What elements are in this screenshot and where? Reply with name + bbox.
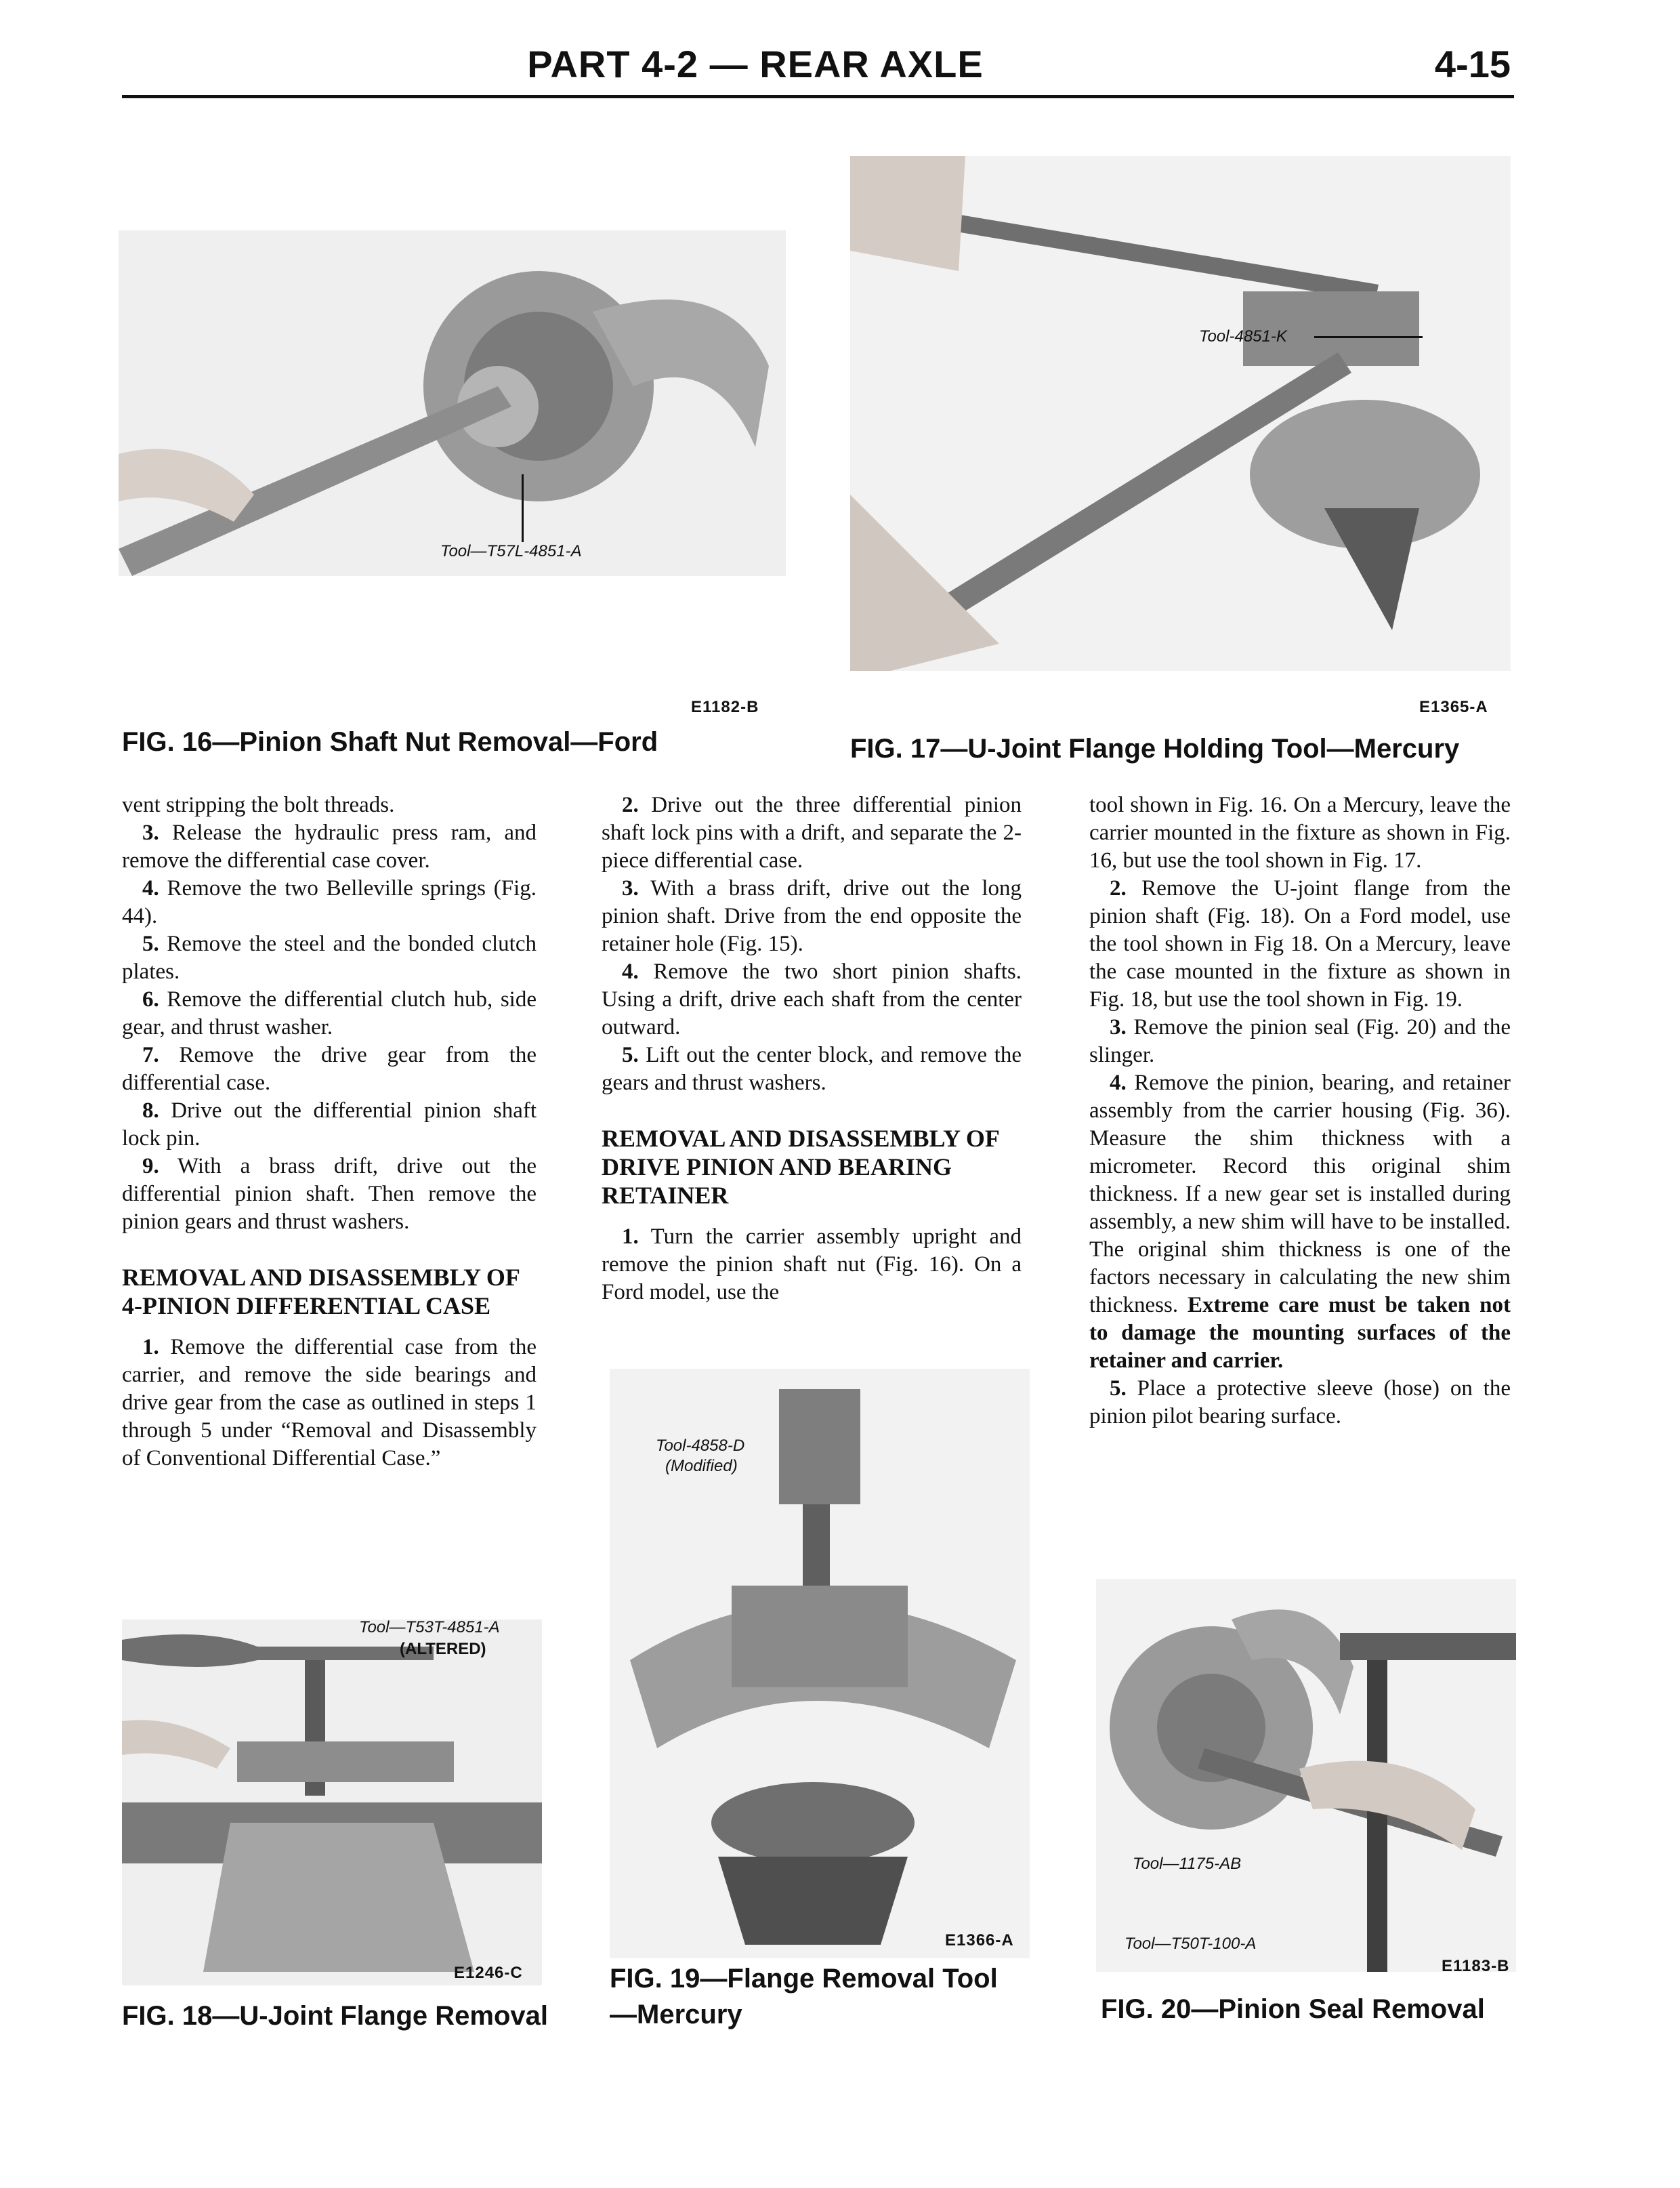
fig17-photo — [850, 156, 1511, 671]
col1-step-7: 7. Remove the drive gear from the differential case. — [122, 1043, 537, 1095]
fig16-code: E1182-B — [691, 698, 759, 716]
page-number: 4-15 — [1434, 43, 1511, 85]
fig18-code: E1246-C — [454, 1964, 523, 1982]
col1-step-9: 9. With a brass drift, drive out the differential pinion shaft. Then remove the pinion gears and thrust washers. — [122, 1154, 537, 1234]
fig16-callout-line — [522, 474, 524, 542]
header-rule — [122, 95, 1514, 98]
fig20-caption: FIG. 20—Pinion Seal Removal — [1101, 1994, 1485, 2024]
fig16-caption: FIG. 16—Pinion Shaft Nut Removal—Ford — [122, 727, 658, 757]
fig17-caption: FIG. 17—U-Joint Flange Holding Tool—Mercury — [850, 734, 1460, 764]
fig18-callout-2: (ALTERED) — [400, 1640, 486, 1658]
fig19-caption-2: —Mercury — [610, 2000, 742, 2029]
col3-step-3: 3. Remove the pinion seal (Fig. 20) and the slinger. — [1089, 1015, 1511, 1067]
fig17-callout: Tool-4851-K — [1199, 327, 1287, 346]
fig19-callout-2: (Modified) — [665, 1457, 738, 1475]
col2-step-3: 3. With a brass drift, drive out the long pinion shaft. Drive from the end opposite the retainer hole (Fig. 15). — [602, 876, 1022, 956]
text-column-3 — [1089, 791, 1511, 1430]
col2-heading-step-1: 1. Turn the carrier assembly upright and remove the pinion shaft nut (Fig. 16). On a Ford model, use the — [602, 1224, 1022, 1304]
col3-paragraph-0: tool shown in Fig. 16. On a Mercury, leave the carrier mounted in the fixture as shown in Fig. 16, but use the tool shown in Fig. 17. — [1089, 793, 1511, 873]
col2-step-4: 4. Remove the two short pinion shafts. Using a drift, drive each shaft from the center outward. — [602, 959, 1022, 1039]
col1-step-5: 5. Remove the steel and the bonded clutch plates. — [122, 932, 537, 984]
col1-step-4: 4. Remove the two Belleville springs (Fig. 44). — [122, 876, 537, 928]
col1-section-heading: REMOVAL AND DISASSEMBLY OF 4-PINION DIFFERENTIAL CASE — [122, 1264, 520, 1319]
fig17-callout-line — [1314, 336, 1423, 338]
col1-paragraph-0: vent stripping the bolt threads. — [122, 793, 395, 817]
fig18-photo — [122, 1619, 542, 1985]
fig19-code: E1366-A — [945, 1931, 1014, 1949]
fig16-callout: Tool—T57L-4851-A — [440, 542, 582, 560]
col1-step-6: 6. Remove the differential clutch hub, side gear, and thrust washer. — [122, 987, 537, 1039]
fig16-photo — [119, 230, 786, 576]
page-header-title: PART 4-2 — REAR AXLE — [527, 43, 984, 85]
col1-heading-step-1: 1. Remove the differential case from the carrier, and remove the side bearings and drive gear from the case as outlined in steps 1 through 5 under “Removal and Disassembly of Conventional Differential Case.” — [122, 1335, 537, 1470]
col3-step-2: 2. Remove the U-joint flange from the pinion shaft (Fig. 18). On a Ford model, use the tool shown in Fig 18. On a Mercury, leave the case mounted in the fixture as shown in Fig. 18, but use the tool shown in Fig. 19. — [1089, 876, 1511, 1012]
fig19-callout-1: Tool-4858-D — [656, 1437, 745, 1455]
fig18-caption: FIG. 18—U-Joint Flange Removal — [122, 2001, 549, 2031]
col2-step-2: 2. Drive out the three differential pinion shaft lock pins with a drift, and separate the 2-piece differential case. — [602, 793, 1022, 873]
fig18-callout-1: Tool—T53T-4851-A — [359, 1618, 500, 1636]
text-column-2 — [602, 791, 1022, 1306]
fig20-callout-1: Tool—1175-AB — [1133, 1855, 1242, 1873]
col2-section-heading: REMOVAL AND DISASSEMBLY OF DRIVE PINION AND BEARING RETAINER — [602, 1125, 999, 1209]
col3-step-4: 4. Remove the pinion, bearing, and retainer assembly from the carrier housing (Fig. 36). Measure the shim thickness with a micrometer. Record this original shim thickness. If a new gear set is installed during assembly, a new shim will have to be installed. The original shim thickness is one of the factors necessary in calculating the new shim thickness. Extreme care must be taken not to damage the mounting surfaces of the retainer and carrier. — [1089, 1071, 1511, 1373]
col3-warning: Extreme care must be taken not to damage the mounting surfaces of the retainer and carrier. — [1089, 1293, 1511, 1373]
fig17-code: E1365-A — [1419, 698, 1488, 716]
col3-step-5: 5. Place a protective sleeve (hose) on the pinion pilot bearing surface. — [1089, 1376, 1511, 1428]
fig20-code: E1183-B — [1442, 1957, 1510, 1975]
fig20-photo — [1096, 1579, 1516, 1972]
text-column-1 — [122, 791, 537, 1472]
col1-step-3: 3. Release the hydraulic press ram, and remove the differential case cover. — [122, 821, 537, 873]
fig19-caption-1: FIG. 19—Flange Removal Tool — [610, 1964, 998, 1994]
col2-step-5: 5. Lift out the center block, and remove the gears and thrust washers. — [602, 1043, 1022, 1095]
col1-step-8: 8. Drive out the differential pinion shaft lock pin. — [122, 1098, 537, 1151]
fig20-callout-2: Tool—T50T-100-A — [1125, 1935, 1257, 1953]
